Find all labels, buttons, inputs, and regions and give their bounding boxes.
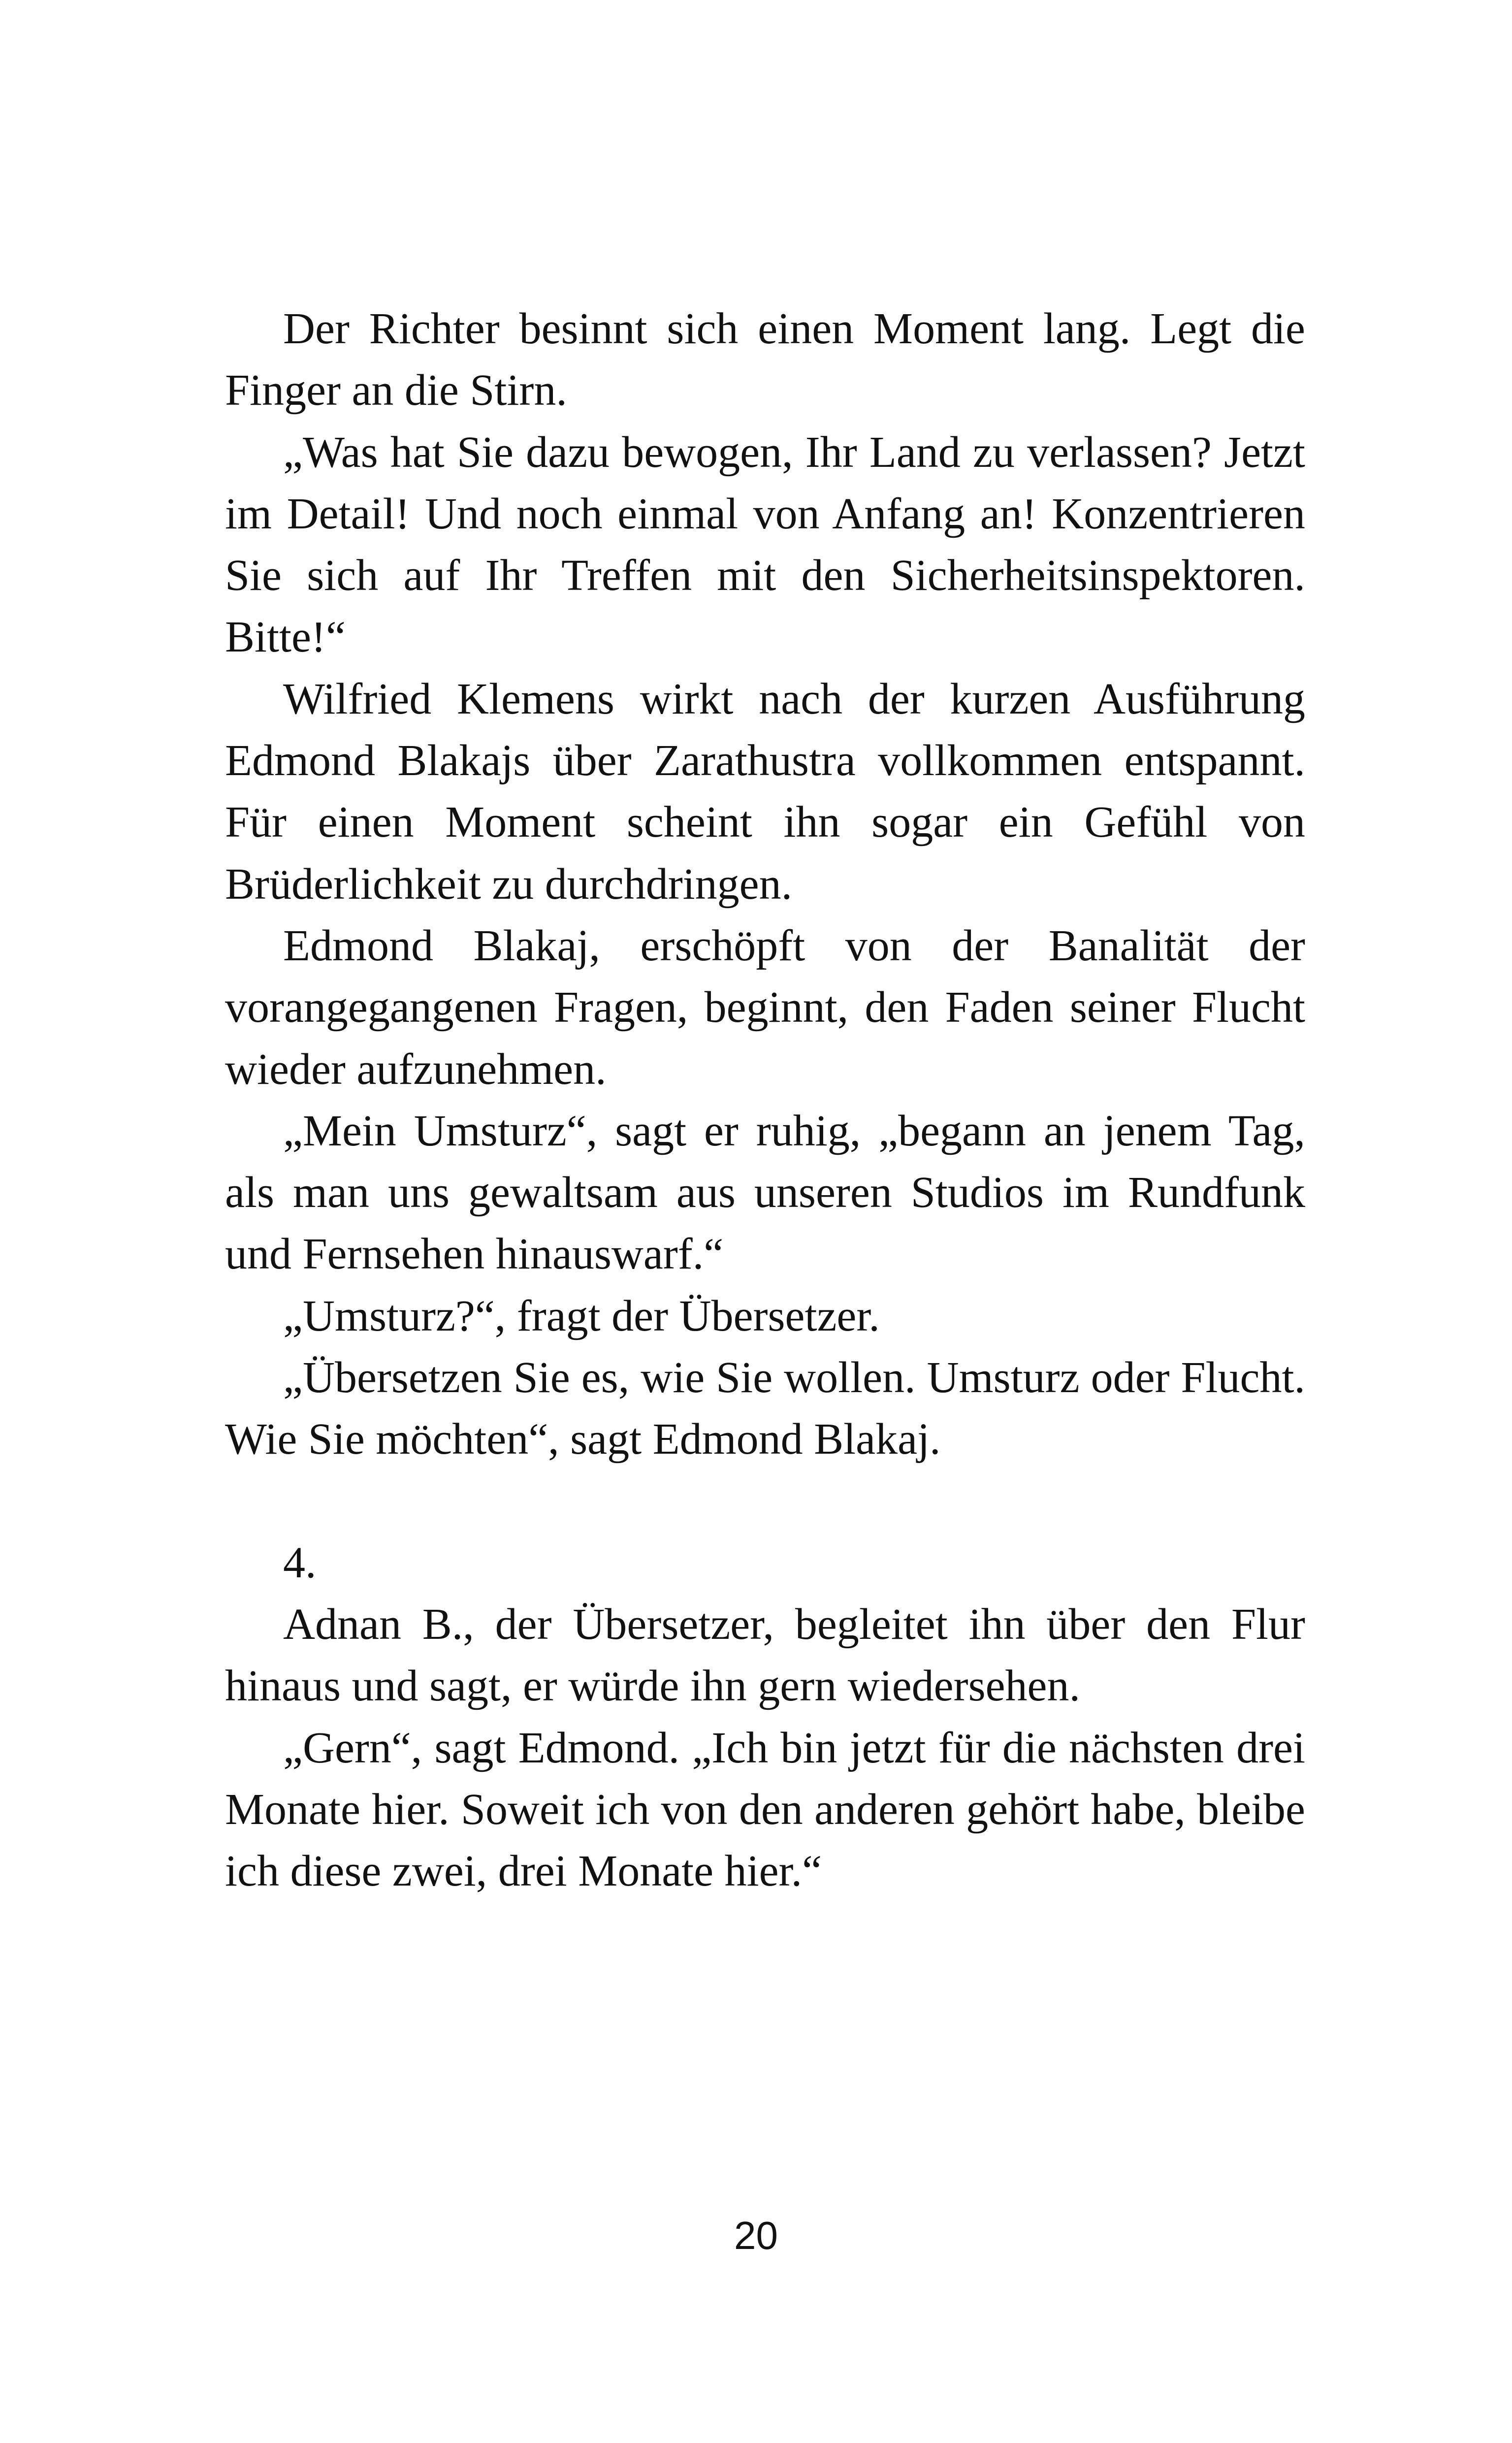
paragraph: „Mein Umsturz“, sagt er ruhig, „begann an jenem Tag, als man uns gewaltsam aus unseren Studios im Rundfunk und Fernsehen hinauswarf.“ — [225, 1106, 1305, 1279]
section-number: 4. — [283, 1538, 317, 1587]
paragraph: Edmond Blakaj, erschöpft von der Banalität der vorangegangenen Fragen, beginnt, den Faden seiner Flucht wieder aufzunehmen. — [225, 921, 1305, 1094]
paragraph: „Umsturz?“, fragt der Übersetzer. — [283, 1291, 880, 1340]
paragraph: „Was hat Sie dazu bewogen, Ihr Land zu verlassen? Jetzt im Detail! Und noch einmal von Anfang an! Konzentrieren Sie sich auf Ihr Treffen mit den Sicherheitsinspektoren. Bitte!“ — [225, 427, 1305, 662]
paragraph: „Gern“, sagt Edmond. „Ich bin jetzt für die nächsten drei Monate hier. Soweit ich von den anderen gehört habe, bleibe ich diese zwei, drei Monate hier.“ — [225, 1723, 1305, 1896]
paragraph: Wilfried Klemens wirkt nach der kurzen Ausführung Edmond Blakajs über Zarathustra vollkommen entspannt. Für einen Moment scheint ihn sogar ein Gefühl von Brüderlichkeit zu durchdringen. — [225, 674, 1305, 909]
section-spacer — [225, 1470, 1305, 1532]
page-number: 20 — [734, 2214, 778, 2257]
paragraph: Der Richter besinnt sich einen Moment lang. Legt die Finger an die Stirn. — [225, 304, 1305, 415]
paragraph: Adnan B., der Übersetzer, begleitet ihn über den Flur hinaus und sagt, er würde ihn gern wiedersehen. — [225, 1599, 1305, 1711]
paragraph: „Übersetzen Sie es, wie Sie wollen. Umsturz oder Flucht. Wie Sie möchten“, sagt Edmond Blakaj. — [225, 1353, 1305, 1464]
body-text — [225, 298, 1305, 1902]
